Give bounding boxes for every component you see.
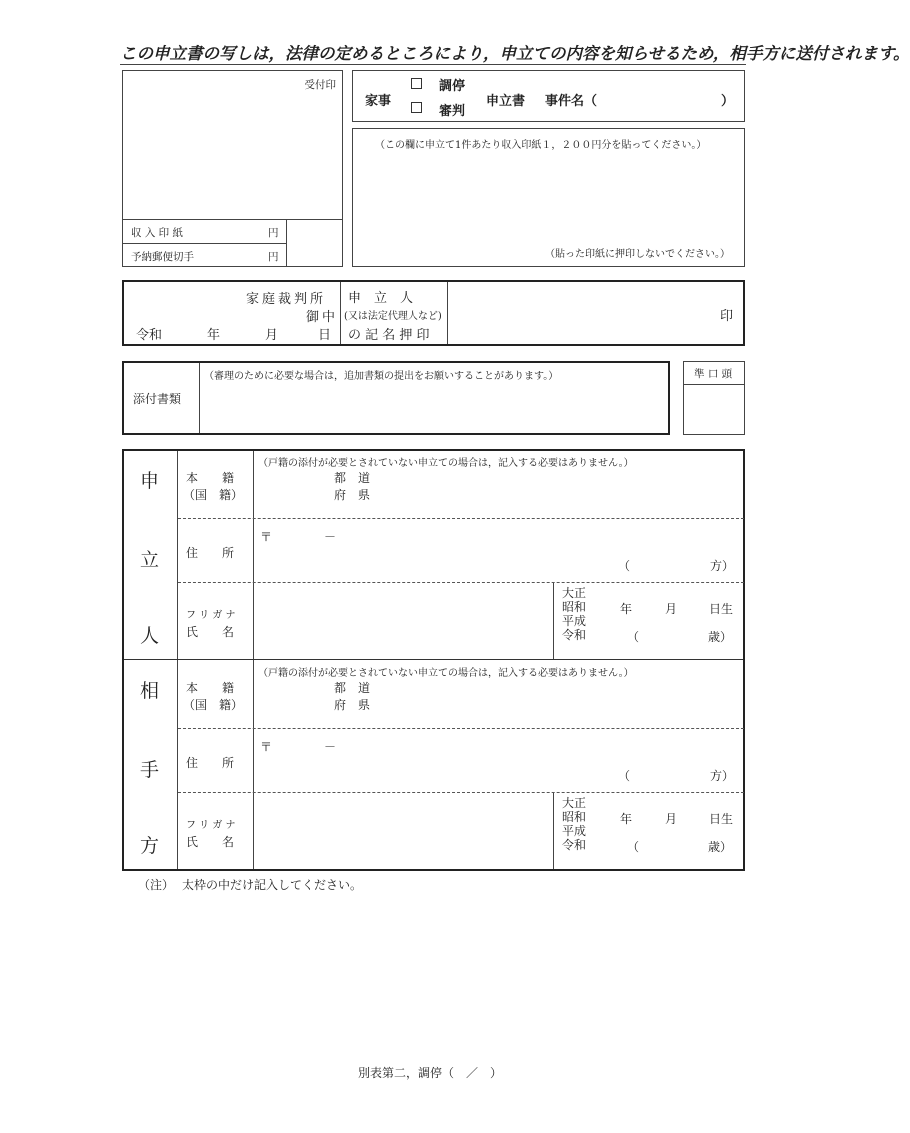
attachments-field[interactable] xyxy=(204,383,664,431)
respondent-era-list xyxy=(562,796,586,852)
respondent-era-heisei: 平成 xyxy=(562,824,587,838)
court-era: 令和 xyxy=(136,328,163,343)
applicant-honseki-label: 本 籍 xyxy=(186,471,235,485)
shinpan-checkbox[interactable] xyxy=(411,102,422,113)
attachments-box xyxy=(122,361,670,435)
respondent-furigana-label: フ リ ガ ナ xyxy=(186,820,236,831)
footnote-text: 太枠の中だけ記入してください。 xyxy=(182,878,363,892)
applicant-kokuseki-label: （国 籍） xyxy=(183,488,244,502)
applicant-furigana-label: フ リ ガ ナ xyxy=(186,610,236,621)
postage-stamp-unit: 円 xyxy=(268,251,279,263)
applicant-name-field[interactable] xyxy=(258,588,548,654)
signature-field[interactable] xyxy=(454,284,714,340)
respondent-honseki-label: 本 籍 xyxy=(186,681,235,695)
applicant-dob-month: 月 xyxy=(665,602,678,616)
revenue-stamp-unit: 円 xyxy=(268,227,279,239)
seal-mark: 印 xyxy=(719,309,733,324)
chotei-checkbox[interactable] xyxy=(411,78,422,89)
respondent-dob-year: 年 xyxy=(620,812,633,826)
notice-text: この申立書の写しは，法律の定めるところにより，申立ての内容を知らせるため，相手方に送付されます。 xyxy=(120,44,910,63)
applicant-char-3: 人 xyxy=(140,625,160,647)
signature-line1: 申 立 人 xyxy=(348,291,414,306)
respondent-postal-dash: － xyxy=(324,740,337,754)
court-day: 日 xyxy=(318,328,332,343)
applicant-dob-year: 年 xyxy=(620,602,633,616)
applicant-name-label: 氏 名 xyxy=(186,625,235,639)
revenue-stamp-label: 収 入 印 紙 xyxy=(131,227,184,239)
notice-underline xyxy=(120,64,746,65)
respondent-dob-month: 月 xyxy=(665,812,678,826)
applicant-fu-ken: 府 県 xyxy=(334,488,371,502)
respondent-address-label: 住 所 xyxy=(186,756,235,770)
applicant-to-do: 都 道 xyxy=(334,471,371,485)
applicant-postal-dash: － xyxy=(324,530,337,544)
attachments-note: （審理のために必要な場合は，追加書類の提出をお願いすることがあります。） xyxy=(204,371,559,382)
respondent-char-2: 手 xyxy=(140,759,160,781)
respondent-char-1: 相 xyxy=(140,680,160,702)
applicant-era-list xyxy=(562,586,586,642)
applicant-era-reiwa: 令和 xyxy=(562,628,587,642)
respondent-address-field[interactable] xyxy=(264,755,734,785)
respondent-dob-born: 日生 xyxy=(709,812,734,826)
respondent-to-do: 都 道 xyxy=(334,681,371,695)
court-name-label: 家庭裁判所 xyxy=(246,292,327,307)
respondent-name-field[interactable] xyxy=(258,798,548,864)
applicant-char-1: 申 xyxy=(140,470,160,492)
junkoto-label: 準 口 頭 xyxy=(694,368,733,380)
applicant-honseki-field[interactable] xyxy=(258,470,328,510)
onchu-label: 御中 xyxy=(306,310,339,325)
respondent-kata-open: （ xyxy=(618,769,631,783)
respondent-honseki-field[interactable] xyxy=(258,680,328,720)
respondent-kokuseki-label: （国 籍） xyxy=(183,698,244,712)
applicant-address-label: 住 所 xyxy=(186,546,235,560)
reception-stamp-box[interactable] xyxy=(122,70,343,267)
stamp-paste-area[interactable] xyxy=(352,128,745,267)
respondent-era-showa: 昭和 xyxy=(562,810,587,824)
attachments-label: 添付書類 xyxy=(133,392,182,406)
applicant-era-showa: 昭和 xyxy=(562,600,587,614)
applicant-address-field[interactable] xyxy=(264,545,734,575)
applicant-dob-born: 日生 xyxy=(709,602,734,616)
case-name-field[interactable] xyxy=(615,89,715,107)
case-name-label: 事件名（ xyxy=(545,94,598,109)
chotei-label: 調停 xyxy=(439,79,466,94)
respondent-honseki-note: （戸籍の添付が必要とされていない申立ての場合は，記入する必要はありません。） xyxy=(258,668,634,679)
applicant-kata-close: 方） xyxy=(710,559,735,573)
shinpan-label: 審判 xyxy=(439,104,466,119)
applicant-age-close: 歳） xyxy=(708,630,733,644)
respondent-kata-close: 方） xyxy=(710,769,735,783)
respondent-postal-mark: 〒 xyxy=(260,740,273,754)
footnote-mark: （注） xyxy=(138,878,175,892)
case-header-box xyxy=(352,70,745,122)
respondent-age-close: 歳） xyxy=(708,840,733,854)
court-month: 月 xyxy=(265,328,279,343)
stamp-area-bottom-note: （貼った印紙に押印しないでください。） xyxy=(545,249,730,260)
applicant-char-2: 立 xyxy=(140,549,160,571)
court-signature-box xyxy=(122,280,745,346)
postage-stamp-label: 予納郵便切手 xyxy=(131,251,194,263)
moushitatesho-label: 申立書 xyxy=(486,94,526,109)
applicant-era-heisei: 平成 xyxy=(562,614,587,628)
respondent-fu-ken: 府 県 xyxy=(334,698,371,712)
stamp-area-top-note: （この欄に申立て1件あたり収入印紙１，２００円分を貼ってください。） xyxy=(375,140,707,151)
respondent-era-taisho: 大正 xyxy=(562,796,587,810)
applicant-postal-mark: 〒 xyxy=(260,530,273,544)
respondent-char-3: 方 xyxy=(140,835,160,857)
case-name-close: ） xyxy=(721,94,735,109)
respondent-era-reiwa: 令和 xyxy=(562,838,587,852)
respondent-name-label: 氏 名 xyxy=(186,835,235,849)
applicant-era-taisho: 大正 xyxy=(562,586,587,600)
form-code: 別表第二，調停（ ／ ） xyxy=(358,1066,503,1080)
court-year: 年 xyxy=(207,328,221,343)
respondent-age-open: （ xyxy=(627,840,640,854)
applicant-kata-open: （ xyxy=(618,559,631,573)
junkoto-box xyxy=(683,361,745,435)
signature-line3: の 記 名 押 印 xyxy=(348,328,430,343)
kaji-label: 家事 xyxy=(365,94,392,109)
applicant-age-open: （ xyxy=(627,630,640,644)
signature-line2: (又は法定代理人など) xyxy=(344,311,442,322)
applicant-honseki-note: （戸籍の添付が必要とされていない申立ての場合は，記入する必要はありません。） xyxy=(258,458,634,469)
reception-stamp-label: 受付印 xyxy=(304,79,336,91)
